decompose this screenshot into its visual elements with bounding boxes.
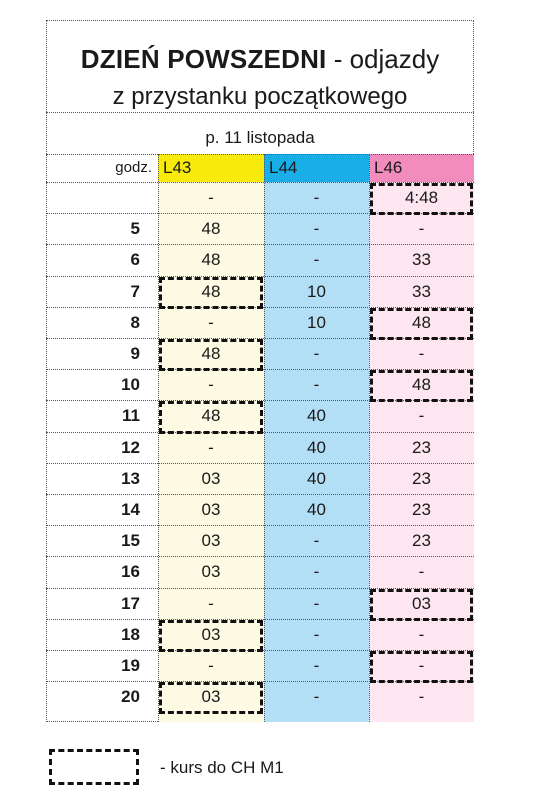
hour-label: 17 (121, 593, 140, 613)
departure-minute: - (313, 250, 320, 270)
departure-minute: - (313, 562, 320, 582)
departure-minute: 33 (412, 281, 431, 301)
hour-label: 6 (130, 250, 140, 270)
departure-minute: - (313, 375, 320, 395)
departure-minute: 03 (201, 562, 221, 582)
date-note: p. 11 listopada (205, 128, 315, 147)
departure-minute: - (208, 375, 214, 395)
hour-label: 14 (121, 500, 140, 519)
departure-minute: - (418, 406, 425, 426)
departure-minute: 03 (201, 624, 221, 644)
ch-m1-course-marker (159, 277, 263, 309)
hour-label: 11 (122, 406, 140, 426)
hour-label: 15 (121, 531, 140, 551)
hour-label: 20 (121, 687, 140, 707)
departure-minute: - (418, 656, 425, 675)
departure-minute: 23 (412, 531, 431, 551)
departure-minute: - (313, 624, 320, 644)
departure-minute: 48 (201, 250, 221, 270)
legend-text: - kurs do CH M1 (160, 758, 284, 777)
departure-minute: 48 (201, 281, 221, 301)
hour-label: 10 (121, 375, 140, 395)
departure-minute: 23 (412, 468, 431, 488)
departure-minute: 4:48 (404, 188, 439, 207)
ch-m1-course-marker (370, 183, 473, 215)
departure-minute: 33 (412, 250, 431, 270)
departure-minute: - (208, 656, 214, 675)
departure-minute: 40 (307, 500, 326, 519)
departure-minute: - (313, 219, 320, 239)
line-header-l44: L44 (264, 154, 369, 182)
departure-minute: - (208, 437, 214, 457)
ch-m1-course-marker (159, 620, 263, 652)
departure-minute: 10 (307, 281, 326, 301)
ch-m1-course-marker (370, 651, 473, 683)
departure-minute: - (418, 624, 425, 644)
departure-minute: 40 (307, 437, 326, 457)
hour-label: 12 (121, 437, 140, 457)
title-subtitle: z przystanku początkowego (112, 83, 408, 110)
departure-minute: 48 (201, 219, 221, 239)
hour-label (46, 182, 158, 213)
legend-dashed-marker (49, 749, 139, 785)
departure-minute: 10 (307, 312, 326, 332)
title-suffix: - odjazdy (326, 44, 440, 74)
hour-label: 13 (121, 468, 140, 488)
departure-minute: 23 (412, 437, 431, 457)
departure-minute: - (313, 531, 320, 551)
departure-minute: 23 (412, 500, 431, 519)
departure-minute: 03 (201, 500, 221, 519)
hour-label: 7 (130, 281, 140, 301)
departure-minute: - (418, 219, 425, 239)
departure-minute: 48 (412, 375, 431, 395)
line-header-l46: L46 (369, 154, 474, 182)
ch-m1-course-marker (159, 339, 263, 371)
line-header-l43: L43 (158, 154, 264, 182)
departure-minute: - (208, 188, 214, 207)
divider (46, 112, 474, 113)
departure-minute: 03 (201, 687, 221, 707)
departure-minute: - (313, 593, 320, 613)
title-day-type: DZIEŃ POWSZEDNI (80, 44, 327, 74)
timetable-title (46, 20, 474, 112)
hour-label: 18 (121, 624, 140, 644)
departure-minute: - (313, 188, 320, 207)
ch-m1-course-marker (370, 308, 473, 340)
departure-minute: - (313, 344, 320, 363)
divider (46, 154, 474, 155)
departure-minute: 03 (412, 593, 431, 613)
ch-m1-course-marker (159, 401, 263, 433)
departure-minute: 48 (201, 406, 221, 426)
hour-label: 19 (121, 656, 140, 675)
hour-label: 9 (130, 344, 140, 363)
departure-minute: 40 (307, 468, 326, 488)
departure-minute: - (418, 687, 425, 707)
ch-m1-course-marker (159, 682, 263, 714)
departure-minute: 03 (201, 531, 221, 551)
departure-minute: - (313, 687, 320, 707)
departure-minute: 03 (201, 468, 221, 488)
hour-label: 16 (121, 562, 140, 582)
ch-m1-course-marker (370, 589, 473, 621)
departure-minute: - (313, 656, 320, 675)
departure-minute: 40 (307, 406, 326, 426)
departure-minute: 48 (412, 312, 431, 332)
departure-minute: - (418, 344, 425, 363)
hour-label: 8 (130, 312, 140, 332)
departure-minute: 48 (201, 344, 221, 363)
departure-minute: - (418, 562, 425, 582)
hour-label: 5 (130, 219, 140, 239)
hour-column-header: godz. (115, 159, 152, 176)
ch-m1-course-marker (370, 370, 473, 402)
departure-minute: - (208, 312, 214, 332)
departure-minute: - (208, 593, 214, 613)
